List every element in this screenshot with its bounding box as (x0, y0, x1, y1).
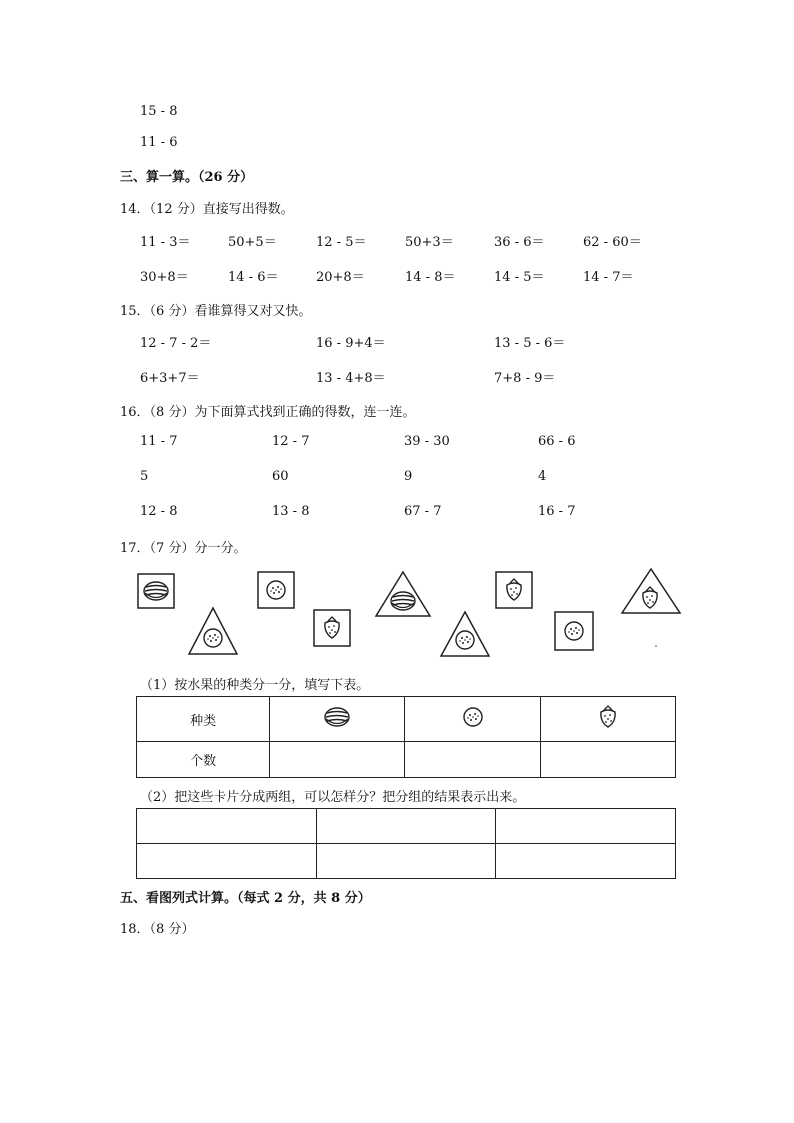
q14-expr: 12 - 5＝ (316, 235, 367, 250)
header-kind-label: 种类 (190, 713, 217, 729)
q17-title: 17．（7 分）分一分。 (120, 541, 247, 556)
q14-expr: 50+5＝ (228, 235, 277, 250)
q16-title: 16．（8 分）为下面算式找到正确的得数，连一连。 (120, 405, 416, 420)
q16-expr[interactable]: 12 - 8 (140, 504, 178, 519)
q16-expr[interactable]: 11 - 7 (140, 434, 178, 449)
q16-expr[interactable]: 13 - 8 (272, 504, 310, 519)
expr-11-6: 11 - 6 (140, 135, 178, 150)
expr-15-8: 15 - 8 (140, 104, 178, 119)
q14-expr: 20+8＝ (316, 270, 365, 285)
strawberry-triangle-card (622, 569, 680, 613)
q15-expr: 13 - 5 - 6＝ (494, 336, 566, 351)
q16-answer[interactable]: 9 (404, 469, 413, 484)
q16-answer[interactable]: 60 (272, 469, 289, 484)
q14-expr: 50+3＝ (405, 235, 454, 250)
orange-triangle-card (441, 612, 489, 656)
q15-expr: 16 - 9+4＝ (316, 336, 386, 351)
strawberry-square-card (314, 610, 350, 646)
grouping-table (136, 808, 676, 879)
orange-icon (461, 705, 485, 729)
q15-expr: 12 - 7 - 2＝ (140, 336, 212, 351)
header-kind-cell (137, 697, 270, 742)
strawberry-icon (597, 704, 619, 730)
q14-expr: 30+8＝ (140, 270, 189, 285)
q14-expr: 36 - 6＝ (494, 235, 545, 250)
watermelon-square-card (138, 574, 174, 608)
q14-title: 14．（12 分）直接写出得数。 (120, 202, 294, 217)
orange-square-card (555, 612, 593, 650)
q14-expr: 14 - 7＝ (583, 270, 634, 285)
watermelon-icon (322, 706, 352, 728)
q15-expr: 6+3+7＝ (140, 371, 200, 386)
group-cell[interactable] (496, 809, 676, 844)
fruit-cards-image (136, 566, 682, 660)
section-5-title: 五、看图列式计算。（每式 2 分，共 8 分） (120, 891, 371, 906)
section-3-title: 三、算一算。（26 分） (120, 170, 254, 185)
q16-expr[interactable]: 12 - 7 (272, 434, 310, 449)
strawberry-count-cell[interactable] (540, 742, 675, 778)
q17-sub-2: （2）把这些卡片分成两组，可以怎样分？把分组的结果表示出来。 (140, 790, 526, 805)
fruit-count-table (136, 696, 676, 778)
q17-sub-1: （1）按水果的种类分一分，填写下表。 (140, 678, 370, 693)
group-cell[interactable] (137, 844, 317, 879)
q16-answer[interactable]: 5 (140, 469, 149, 484)
q15-title: 15．（6 分）看谁算得又对又快。 (120, 304, 312, 319)
q14-expr: 62 - 60＝ (583, 235, 642, 250)
watermelon-triangle-card (376, 572, 430, 616)
strawberry-header-cell (540, 697, 675, 742)
watermelon-header-cell (270, 697, 405, 742)
q14-expr: 14 - 5＝ (494, 270, 545, 285)
orange-header-cell (405, 697, 540, 742)
q16-expr[interactable]: 39 - 30 (404, 434, 450, 449)
q16-expr[interactable]: 16 - 7 (538, 504, 576, 519)
orange-triangle-card (189, 608, 237, 654)
q14-expr: 14 - 8＝ (405, 270, 456, 285)
group-cell[interactable] (316, 844, 496, 879)
group-cell[interactable] (316, 809, 496, 844)
group-cell[interactable] (496, 844, 676, 879)
q18-title: 18．（8 分） (120, 922, 195, 937)
q16-answer[interactable]: 4 (538, 469, 547, 484)
group-cell[interactable] (137, 809, 317, 844)
q14-expr: 11 - 3＝ (140, 235, 191, 250)
strawberry-square-card (496, 572, 532, 608)
q16-expr[interactable]: 67 - 7 (404, 504, 442, 519)
q16-expr[interactable]: 66 - 6 (538, 434, 576, 449)
orange-count-cell[interactable] (405, 742, 540, 778)
count-label-cell (137, 742, 270, 778)
orange-square-card (258, 572, 294, 608)
count-label: 个数 (190, 754, 217, 769)
q14-expr: 14 - 6＝ (228, 270, 279, 285)
q15-expr: 13 - 4+8＝ (316, 371, 386, 386)
q15-expr: 7+8 - 9＝ (494, 371, 556, 386)
watermelon-count-cell[interactable] (270, 742, 405, 778)
